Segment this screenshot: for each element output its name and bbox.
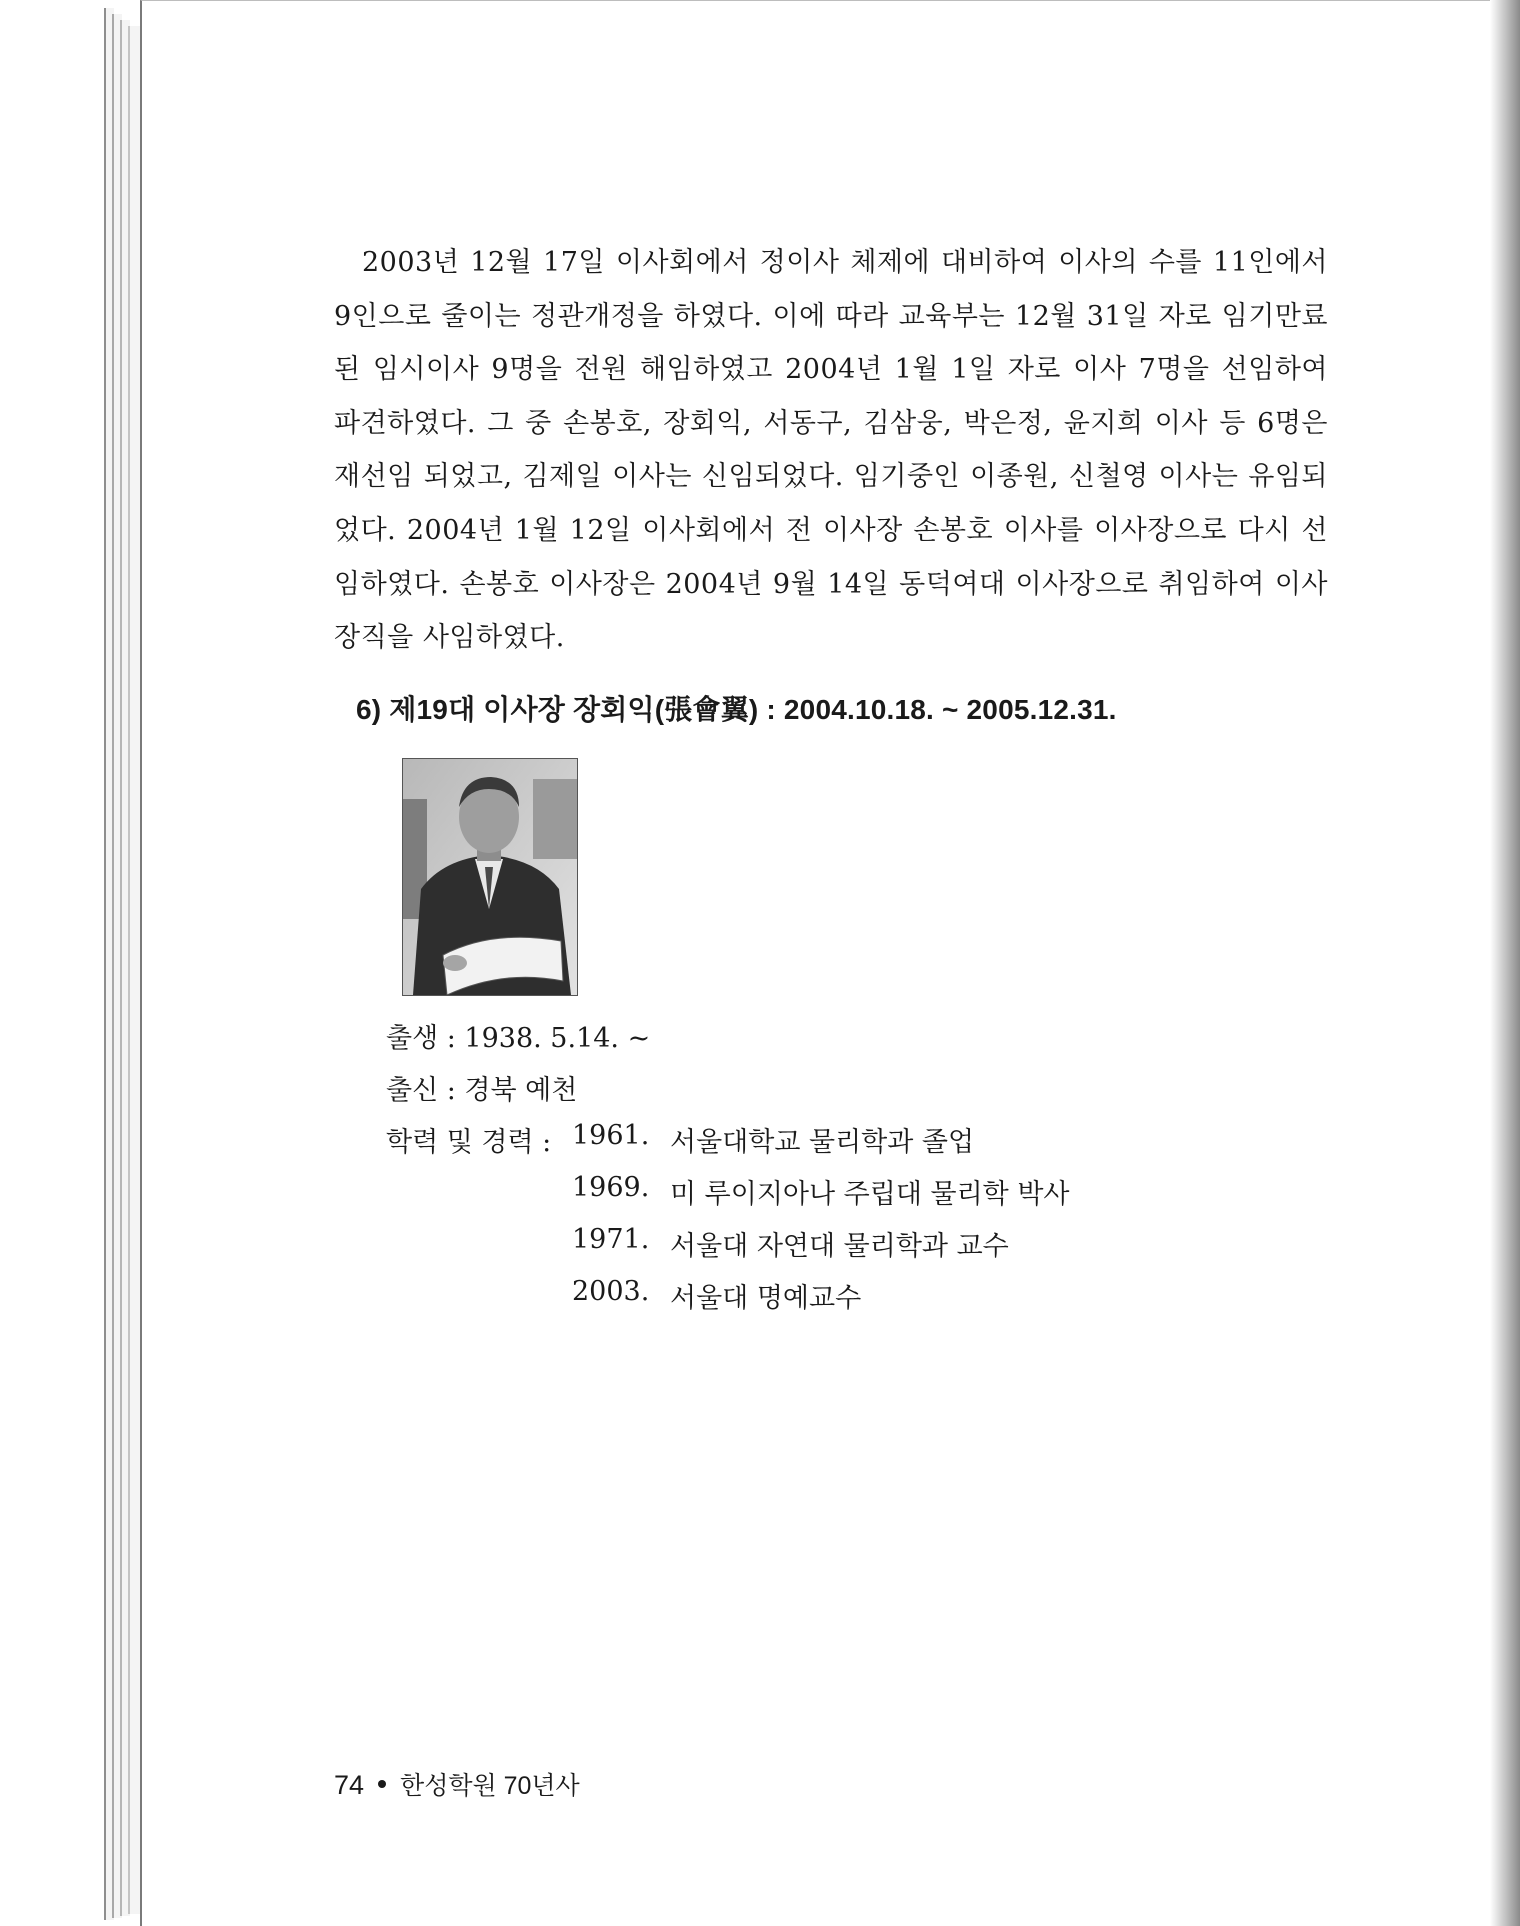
career-label: 학력 및 경력 :	[386, 1127, 552, 1158]
portrait-illustration	[403, 759, 577, 995]
birth-info: 출생 : 1938. 5.14. ~	[386, 1023, 651, 1054]
career-year: 2003.	[572, 1276, 650, 1307]
origin-info: 출신 : 경북 예천	[386, 1075, 578, 1106]
page-edge	[128, 26, 140, 1914]
page-shadow	[1490, 0, 1520, 1926]
career-year: 1971.	[572, 1224, 650, 1255]
career-desc: 미 루이지아나 주립대 물리학 박사	[670, 1179, 1070, 1210]
page-number: 74	[334, 1770, 365, 1800]
career-year: 1969.	[572, 1172, 650, 1203]
section-heading: 6) 제19대 이사장 장회익(張會翼) : 2004.10.18. ~ 2005.12.31.	[356, 694, 1117, 725]
body-paragraph: 2003년 12월 17일 이사회에서 정이사 체제에 대비하여 이사의 수를 11인에서 9인으로 줄이는 정관개정을 하였다. 이에 따라 교육부는 12월 31일 자로 임기만료 된 임시이사 9명을 전원 해임하였고 2004년 1월 1일 자로 이사 7명을 선임하여 파견하였다. 그 중 손봉호, 장회익, 서동구, 김삼웅, 박은정, 윤지희 이사 등 6명은 재선임 되었고, 김제일 이사는 신임되었다. 임기중인 이종원, 신철영 이사는 유임되었다. 2004년 1월 12일 이사회에서 전 이사장 손봉호 이사를 이사장으로 다시 선임하였다. 손봉호 이사장은 2004년 9월 14일 동덕여대 이사장으로 취임하여 이사장직을 사임하였다.	[334, 247, 1328, 654]
portrait-photo	[402, 758, 578, 996]
book-title: 한성학원 70년사	[400, 1772, 580, 1800]
career-desc: 서울대학교 물리학과 졸업	[670, 1127, 975, 1158]
page-footer	[334, 1766, 580, 1802]
career-desc: 서울대 자연대 물리학과 교수	[670, 1231, 1009, 1262]
career-desc: 서울대 명예교수	[670, 1283, 862, 1314]
career-year: 1961.	[572, 1120, 650, 1151]
bullet-icon	[378, 1780, 386, 1788]
